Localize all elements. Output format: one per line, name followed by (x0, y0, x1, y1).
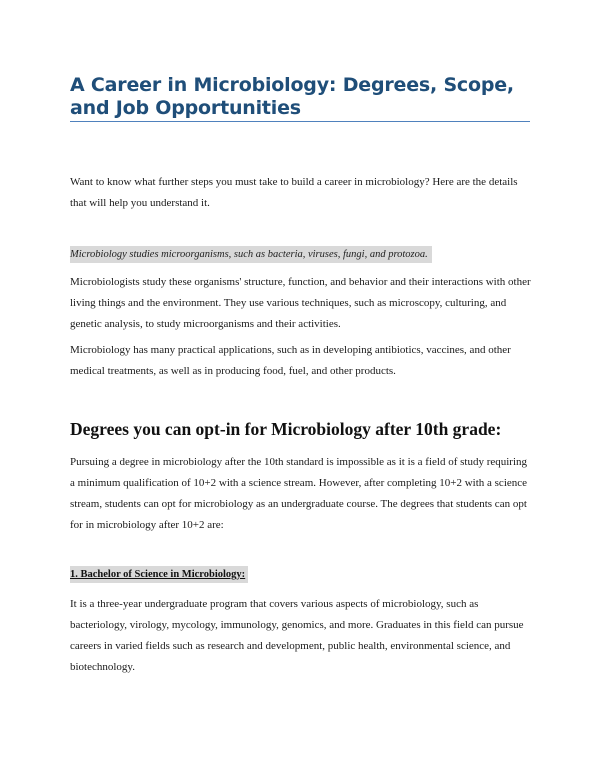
paragraph-applications: Microbiology has many practical applications, such as in developing antibiotics, vaccines, and other medical treatments, as well as in producing food, fuel, and other products. (70, 344, 511, 377)
title-divider (70, 121, 530, 122)
paragraph-degrees: Pursuing a degree in microbiology after the 10th standard is impossible as it is a field of study requiring a minimum qualification of 10+2 with a science stream. However, after completing 10+2 with a science stream, students can opt for microbiology as an undergraduate course. The degrees that students can opt for in microbiology after 10+2 are: (70, 456, 528, 531)
section-heading-degrees: Degrees you can opt-in for Microbiology after 10th grade: (70, 419, 502, 439)
intro-paragraph: Want to know what further steps you must take to build a career in microbiology? Here are the details that will help you understand it. (70, 176, 518, 209)
subsection-heading-bsc: 1. Bachelor of Science in Microbiology: (70, 566, 248, 583)
document-title: A Career in Microbiology: Degrees, Scope, and Job Opportunities (70, 74, 514, 119)
highlighted-caption: Microbiology studies microorganisms, such as bacteria, viruses, fungi, and protozoa. (70, 246, 432, 263)
paragraph-microbiologists: Microbiologists study these organisms' structure, function, and behavior and their interactions with other living things and the environment. They use various techniques, such as microscopy, culturing, and genetic analysis, to study microorganisms and their activities. (70, 276, 531, 330)
paragraph-bsc: It is a three-year undergraduate program that covers various aspects of microbiology, such as bacteriology, virology, mycology, immunology, genomics, and more. Graduates in this field can pursue careers in varied fields such as research and development, public health, environmental science, and biotechnology. (70, 598, 524, 673)
